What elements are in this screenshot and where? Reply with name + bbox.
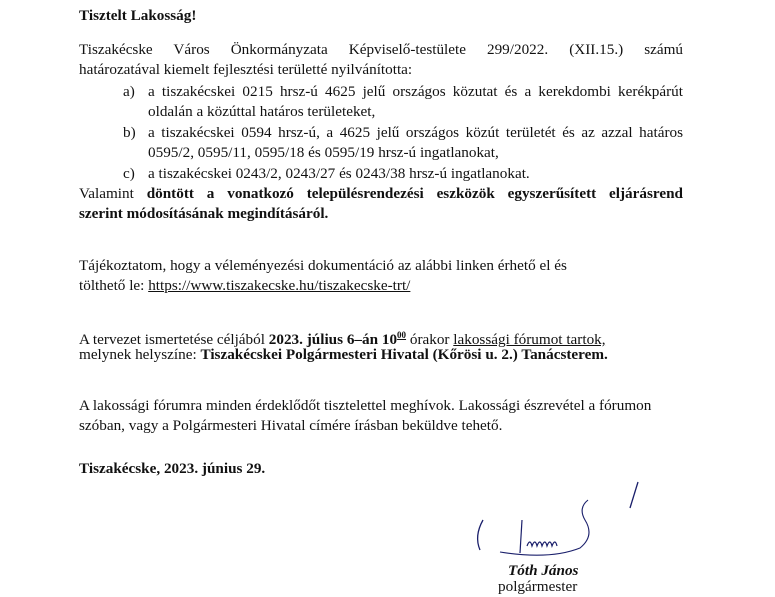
intro-line-1: Tiszakécske Város Önkormányzata Képviselő-testülete 299/2022. (XII.15.) számú: [79, 41, 683, 58]
list-marker: a): [123, 83, 135, 100]
info-line-2: tölthető le: https://www.tiszakecske.hu/tiszakecske-trt/: [79, 277, 411, 294]
forum-line-1: A tervezet ismertetése céljából 2023. július 6–án $10^{00}$ órakor lakossági fórumot tartok,: [79, 330, 606, 348]
place-date: Tiszakécske, 2023. június 29.: [79, 460, 266, 477]
invite-line-1: A lakossági fórumra minden érdeklődőt tisztelettel meghívok. Lakossági észrevétel a fórumon: [79, 397, 652, 414]
signatory-name: Tóth János: [508, 562, 579, 579]
invite-line-2: szóban, vagy a Polgármesteri Hivatal címére írásban beküldve tehető.: [79, 417, 503, 434]
forum-line-2: melynek helyszíne: Tiszakécskei Polgármesteri Hivatal (Kőrösi u. 2.) Tanácsterem.: [79, 346, 608, 363]
list-item-a-line-1: a tiszakécskei 0215 hrsz-ú 4625 jelű országos közutat és a kerekdombi kerékpárút: [148, 83, 683, 100]
list-item-a-line-2: oldalán a közúttal határos területeket,: [148, 103, 376, 120]
signatory-title: polgármester: [498, 578, 578, 595]
documentation-link[interactable]: https://www.tiszakecske.hu/tiszakecske-trt/: [148, 277, 411, 294]
list-item-b-line-2: 0595/2, 0595/11, 0595/18 és 0595/19 hrsz-ú ingatlanokat,: [148, 144, 499, 161]
decision-line-2: szerint módosításának megindításáról.: [79, 205, 329, 222]
list-marker: b): [123, 124, 136, 141]
list-item-b-line-1: a tiszakécskei 0594 hrsz-ú, a 4625 jelű országos közút területét és az azzal határos: [148, 124, 683, 141]
salutation: Tisztelt Lakosság!: [79, 7, 197, 24]
decision-line-1: Valamint döntött a vonatkozó településrendezési eszközök egyszerűsített eljárásrend: [79, 185, 683, 202]
list-item-c-line-1: a tiszakécskei 0243/2, 0243/27 és 0243/38 hrsz-ú ingatlanokat.: [148, 165, 530, 182]
list-marker: c): [123, 165, 135, 182]
intro-line-2: határozatával kiemelt fejlesztési területté nyilvánította:: [79, 61, 413, 78]
info-line-1: Tájékoztatom, hogy a véleményezési dokumentáció az alábbi linken érhető el és: [79, 257, 567, 274]
